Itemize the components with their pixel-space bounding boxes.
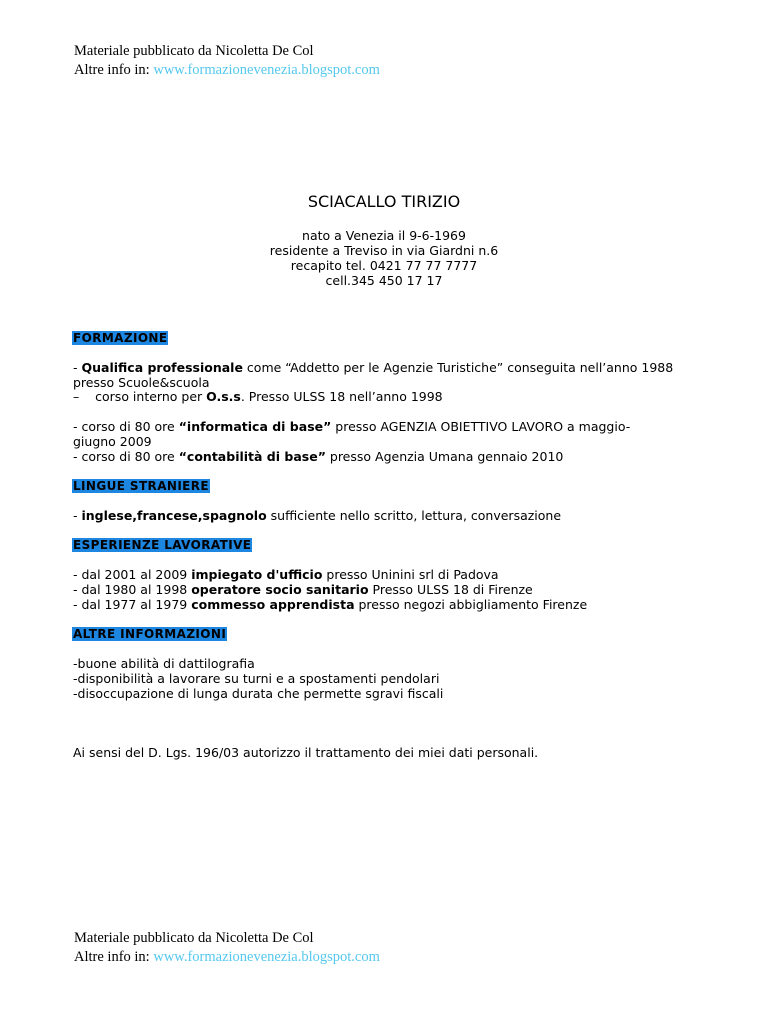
header-author-line: Materiale pubblicato da Nicoletta De Col <box>74 43 314 59</box>
footer-info-line <box>74 948 380 967</box>
page-header <box>74 42 380 80</box>
contact-mobile: cell.345 450 17 17 <box>325 273 443 288</box>
footer-info-prefix: Altre info in: <box>74 949 150 965</box>
page-footer <box>74 929 380 967</box>
altre-item: -disponibilità a lavorare su turni e a spostamenti pendolari <box>73 671 440 686</box>
esperienza-item: - dal 2001 al 2009 impiegato d'ufficio presso Uninini srl di Padova <box>73 567 499 582</box>
contact-birth: nato a Venezia il 9-6-1969 <box>302 228 466 243</box>
header-blog-link[interactable]: www.formazionevenezia.blogspot.com <box>153 62 380 78</box>
altre-item: -buone abilità di dattilografia <box>73 656 255 671</box>
cv-name: SCIACALLO TIRIZIO <box>307 192 461 211</box>
formazione-line-6: - corso di 80 ore “contabilità di base” presso Agenzia Umana gennaio 2010 <box>73 449 564 464</box>
altre-item: -disoccupazione di lunga durata che permette sgravi fiscali <box>73 686 444 701</box>
contact-address: residente a Treviso in via Giardni n.6 <box>269 243 499 258</box>
section-esperienze-title: ESPERIENZE LAVORATIVE <box>73 538 252 552</box>
lingue-line-1: - inglese,francese,spagnolo sufficiente nello scritto, lettura, conversazione <box>73 508 562 523</box>
footer-blog-link[interactable]: www.formazionevenezia.blogspot.com <box>153 949 380 965</box>
header-info-line <box>74 61 380 80</box>
section-lingue-title: LINGUE STRANIERE <box>73 479 210 493</box>
privacy-statement: Ai sensi del D. Lgs. 196/03 autorizzo il trattamento dei miei dati personali. <box>73 745 539 760</box>
esperienza-item: - dal 1977 al 1979 commesso apprendista presso negozi abbigliamento Firenze <box>73 597 588 612</box>
formazione-line-5: giugno 2009 <box>73 434 152 449</box>
formazione-line-1: - Qualifica professionale come “Addetto per le Agenzie Turistiche” conseguita nell’anno 1988 <box>73 360 674 375</box>
formazione-line-3: – corso interno per O.s.s. Presso ULSS 18 nell’anno 1998 <box>73 389 443 404</box>
section-formazione-title: FORMAZIONE <box>73 331 168 345</box>
contact-block <box>0 228 768 288</box>
formazione-line-2: presso Scuole&scuola <box>73 375 210 390</box>
footer-author-line: Materiale pubblicato da Nicoletta De Col <box>74 930 314 946</box>
formazione-line-4: - corso di 80 ore “informatica di base” presso AGENZIA OBIETTIVO LAVORO a maggio- <box>73 419 631 434</box>
section-altre-title: ALTRE INFORMAZIONI <box>73 627 227 641</box>
header-info-prefix: Altre info in: <box>74 62 150 78</box>
esperienza-item: - dal 1980 al 1998 operatore socio sanitario Presso ULSS 18 di Firenze <box>73 582 533 597</box>
contact-phone: recapito tel. 0421 77 77 7777 <box>290 258 478 273</box>
